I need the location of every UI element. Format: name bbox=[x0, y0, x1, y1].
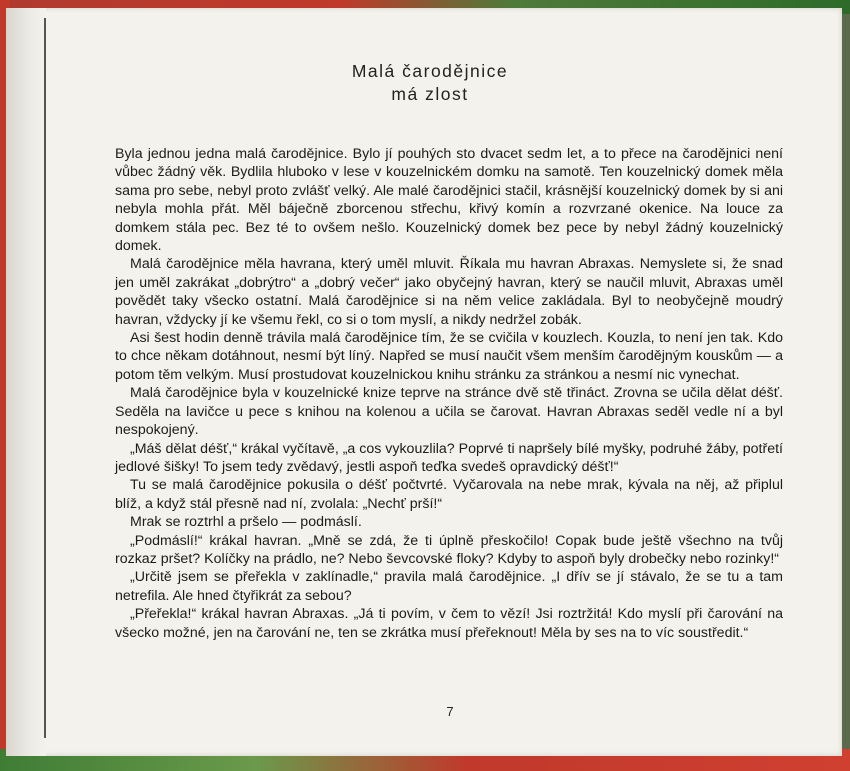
paragraph: Malá čarodějnice byla v kouzelnické knize teprve na stránce dvě stě třináct. Zrovna se učila dělat déšť. Seděla na lavičce u pece s knihou na kolenou a učila se čarovat. Havran Abraxas seděl vedle ní a byl nespokojený. bbox=[115, 385, 783, 439]
body-text bbox=[115, 145, 783, 642]
paragraph: Malá čarodějnice měla havrana, který uměl mluvit. Říkala mu havran Abraxas. Nemyslete si, že snad jen uměl zakrákat „dobrýtro“ a „dobrý večer“ jako obyčejný havran, který se naučil mluvit, Abraxas uměl povědět taky všecko ostatní. Malá čarodějnice si na něm velice zakládala. Byl to neobyčejně moudrý havran, vždycky jí ke všemu řekl, co si o tom myslí, a nikdy nedržel zobák. bbox=[115, 256, 783, 328]
paragraph: „Podmáslí!“ krákal havran. „Mně se zdá, že ti úplně přeskočilo! Copak bude ještě všechno na tvůj rozkaz pršet? Kolíčky na prádlo, ne? Nebo ševcovské floky? Kdyby to aspoň byly drobečky nebo rozinky!“ bbox=[115, 532, 783, 567]
chapter-title-line-1: Malá čarodějnice bbox=[351, 61, 509, 81]
paragraph: „Máš dělat déšť,“ krákal vyčítavě, „a cos vykouzlila? Poprvé ti napršely bílé myšky, podruhé žáby, potřetí jedlové šišky! To jsem tedy zvědavý, jestli aspoň teďka svedeš opravdický déšť!“ bbox=[115, 440, 783, 475]
paragraph: „Přeřekla!“ krákal havran Abraxas. „Já ti povím, v čem to vězí! Jsi roztržitá! Kdo myslí při čarování na všecko možné, jen na čarování ne, ten se zkrátka musí přeřeknout! Měla by ses na to víc soustředit.“ bbox=[115, 606, 783, 641]
paragraph: „Určitě jsem se přeřekla v zaklínadle,“ pravila malá čarodějnice. „I dřív se jí stávalo, že se tu a tam netrefila. Ale hned čtyřikrát za sebou? bbox=[115, 569, 783, 604]
paragraph: Mrak se roztrhl a pršelo — podmáslí. bbox=[130, 514, 362, 531]
paragraph: Asi šest hodin denně trávila malá čarodějnice tím, že se cvičila v kouzlech. Kouzla, to není jen tak. Kdo to chce někam dotáhnout, nesmí být líný. Napřed se musí naučit všem menším čarodějným kouskům — a potom těm velkým. Musí prostudovat kouzelnickou knihu stránku za stránkou a nesmí nic vynechat. bbox=[115, 330, 783, 383]
binding-line bbox=[44, 18, 46, 738]
page-gutter bbox=[6, 8, 46, 756]
page-number: 7 bbox=[446, 704, 454, 719]
chapter-title-line-2: má zlost bbox=[391, 84, 469, 104]
paragraph: Tu se malá čarodějnice pokusila o déšť počtvrté. Vyčarovala na nebe mrak, kývala na něj, až připlul blíž, a když stál přesně nad ní, zvolala: „Nechť prší!“ bbox=[115, 477, 783, 512]
paragraph: Byla jednou jedna malá čarodějnice. Bylo jí pouhých sto dvacet sedm let, a to přece na čarodějnici není vůbec žádný věk. Bydlila hluboko v lese v kouzelnickém domku na samotě. Ten kouzelnický domek měla sama pro sebe, nebyl proto zvlášť velký. Ale malé čarodějnici stačil, krásnější kouzelnický domek by si ani nebyla mohla přát. Měl báječně zborcenou střechu, křivý komín a rozvrzané okenice. Na louce za domkem stála pec. Bez té to ovšem nešlo. Kouzelnický domek bez pece by nebyl žádný kouzelnický domek. bbox=[115, 146, 783, 255]
chapter-title bbox=[300, 60, 560, 106]
